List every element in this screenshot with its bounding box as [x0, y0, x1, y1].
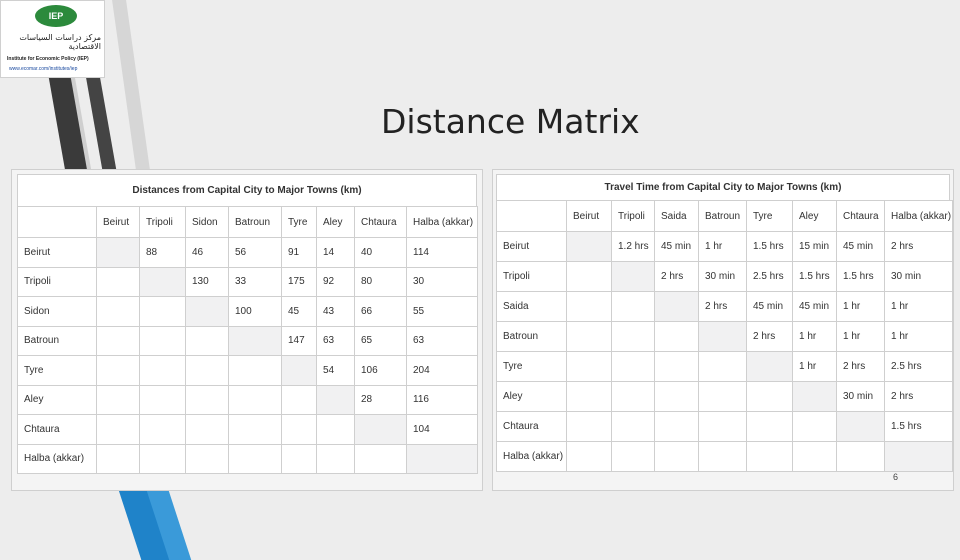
column-header: Aley	[317, 207, 355, 238]
table-cell	[229, 385, 282, 415]
table-row	[18, 238, 478, 268]
table-cell	[140, 415, 186, 445]
table-cell	[612, 352, 655, 382]
row-label: Tyre	[497, 352, 567, 382]
decorative-stripe	[112, 0, 150, 170]
table-cell: 100	[229, 297, 282, 327]
table-cell	[567, 382, 612, 412]
table-cell	[699, 442, 747, 472]
table-cell: 45 min	[747, 292, 793, 322]
column-header: Chtaura	[837, 201, 885, 232]
table-row	[497, 352, 953, 382]
row-label: Batroun	[18, 326, 97, 356]
column-header: Halba (akkar)	[407, 207, 478, 238]
table-cell	[793, 412, 837, 442]
table-cell: 30 min	[699, 262, 747, 292]
travel-time-table	[496, 200, 953, 472]
column-header: Tyre	[282, 207, 317, 238]
table-cell	[885, 442, 953, 472]
table-cell	[317, 444, 355, 474]
row-label: Saida	[497, 292, 567, 322]
row-label: Beirut	[497, 232, 567, 262]
table-cell	[229, 444, 282, 474]
table-cell: 63	[407, 326, 478, 356]
table-row	[18, 385, 478, 415]
table-cell: 33	[229, 267, 282, 297]
table-cell	[186, 356, 229, 386]
table-cell: 1 hr	[885, 322, 953, 352]
table-cell	[140, 297, 186, 327]
table-cell	[612, 382, 655, 412]
table-cell: 91	[282, 238, 317, 268]
table-cell	[567, 292, 612, 322]
column-header: Beirut	[97, 207, 140, 238]
table-cell	[655, 442, 699, 472]
table-cell: 2 hrs	[885, 232, 953, 262]
logo-arabic-name: مركز دراسات السياسات الاقتصادية	[19, 33, 101, 51]
table-cell	[97, 415, 140, 445]
table-cell	[186, 385, 229, 415]
table-row	[497, 232, 953, 262]
page-number: 6	[893, 472, 899, 482]
logo-english-name: Institute for Economic Policy (IEP)	[7, 56, 89, 62]
table-cell: 40	[355, 238, 407, 268]
table-cell	[655, 292, 699, 322]
table-cell	[747, 442, 793, 472]
table-row	[18, 297, 478, 327]
row-label: Tripoli	[497, 262, 567, 292]
table-cell: 66	[355, 297, 407, 327]
table-cell: 14	[317, 238, 355, 268]
table-cell: 54	[317, 356, 355, 386]
table-cell	[140, 444, 186, 474]
table-cell: 116	[407, 385, 478, 415]
table-cell: 45 min	[837, 232, 885, 262]
table-cell	[699, 382, 747, 412]
table-header-row	[497, 201, 953, 232]
column-header	[18, 207, 97, 238]
table-cell: 56	[229, 238, 282, 268]
column-header: Batroun	[229, 207, 282, 238]
distance-table-caption: Distances from Capital City to Major Towns (km)	[17, 174, 477, 206]
table-cell	[229, 326, 282, 356]
table-cell: 1.2 hrs	[612, 232, 655, 262]
table-cell	[699, 412, 747, 442]
table-cell: 45	[282, 297, 317, 327]
table-cell	[655, 322, 699, 352]
row-label: Chtaura	[18, 415, 97, 445]
table-cell: 1.5 hrs	[885, 412, 953, 442]
column-header: Tyre	[747, 201, 793, 232]
table-row	[497, 322, 953, 352]
table-cell: 55	[407, 297, 478, 327]
table-cell: 46	[186, 238, 229, 268]
table-cell	[229, 356, 282, 386]
table-cell: 130	[186, 267, 229, 297]
table-cell: 92	[317, 267, 355, 297]
table-cell: 45 min	[655, 232, 699, 262]
column-header: Sidon	[186, 207, 229, 238]
table-cell	[282, 415, 317, 445]
table-cell	[567, 352, 612, 382]
table-cell: 1 hr	[885, 292, 953, 322]
table-cell: 2 hrs	[655, 262, 699, 292]
table-cell	[793, 382, 837, 412]
column-header: Saida	[655, 201, 699, 232]
table-cell	[97, 238, 140, 268]
travel-time-panel	[492, 169, 954, 491]
table-cell	[699, 322, 747, 352]
logo-badge: IEP	[35, 5, 77, 27]
column-header: Tripoli	[140, 207, 186, 238]
table-cell	[186, 415, 229, 445]
table-cell	[97, 267, 140, 297]
row-label: Batroun	[497, 322, 567, 352]
table-cell: 28	[355, 385, 407, 415]
table-cell	[793, 442, 837, 472]
distance-table	[17, 206, 478, 474]
column-header: Batroun	[699, 201, 747, 232]
table-cell	[97, 356, 140, 386]
table-cell	[612, 262, 655, 292]
table-cell	[282, 356, 317, 386]
time-table-caption: Travel Time from Capital City to Major Towns (km)	[496, 174, 950, 200]
table-cell	[282, 444, 317, 474]
table-cell	[97, 385, 140, 415]
table-row	[18, 415, 478, 445]
distance-matrix-panel	[11, 169, 483, 491]
column-header: Chtaura	[355, 207, 407, 238]
table-cell: 1 hr	[793, 322, 837, 352]
table-cell	[97, 326, 140, 356]
table-cell	[837, 412, 885, 442]
table-cell: 2.5 hrs	[885, 352, 953, 382]
table-cell	[282, 385, 317, 415]
table-cell	[140, 356, 186, 386]
table-cell: 45 min	[793, 292, 837, 322]
table-cell	[407, 444, 478, 474]
table-cell	[612, 322, 655, 352]
table-cell: 15 min	[793, 232, 837, 262]
table-cell: 1 hr	[837, 292, 885, 322]
table-cell	[612, 412, 655, 442]
table-cell: 88	[140, 238, 186, 268]
table-cell	[140, 326, 186, 356]
table-cell: 114	[407, 238, 478, 268]
table-cell	[747, 382, 793, 412]
table-cell: 65	[355, 326, 407, 356]
table-row	[18, 267, 478, 297]
table-cell	[655, 382, 699, 412]
column-header: Beirut	[567, 201, 612, 232]
iep-logo	[0, 0, 105, 78]
column-header: Aley	[793, 201, 837, 232]
table-cell	[186, 326, 229, 356]
table-cell	[140, 267, 186, 297]
table-cell	[567, 262, 612, 292]
table-cell	[97, 297, 140, 327]
table-cell	[567, 442, 612, 472]
table-row	[18, 356, 478, 386]
table-cell: 147	[282, 326, 317, 356]
row-label: Halba (akkar)	[497, 442, 567, 472]
table-cell: 2 hrs	[699, 292, 747, 322]
table-cell: 106	[355, 356, 407, 386]
row-label: Aley	[497, 382, 567, 412]
table-cell	[317, 385, 355, 415]
table-cell	[97, 444, 140, 474]
table-cell	[567, 322, 612, 352]
table-cell	[229, 415, 282, 445]
table-row	[497, 382, 953, 412]
table-cell: 2 hrs	[747, 322, 793, 352]
table-cell: 63	[317, 326, 355, 356]
column-header: Tripoli	[612, 201, 655, 232]
slide-title: Distance Matrix	[381, 102, 640, 141]
table-cell: 2 hrs	[837, 352, 885, 382]
table-cell	[567, 232, 612, 262]
row-label: Tyre	[18, 356, 97, 386]
column-header: Halba (akkar)	[885, 201, 953, 232]
table-row	[497, 262, 953, 292]
table-cell: 80	[355, 267, 407, 297]
table-cell: 2 hrs	[885, 382, 953, 412]
table-cell	[655, 352, 699, 382]
table-cell: 30 min	[885, 262, 953, 292]
table-cell	[837, 442, 885, 472]
table-cell: 1 hr	[837, 322, 885, 352]
table-row	[497, 442, 953, 472]
table-cell	[140, 385, 186, 415]
table-cell	[355, 415, 407, 445]
table-cell: 1.5 hrs	[793, 262, 837, 292]
table-cell	[747, 412, 793, 442]
table-cell: 1.5 hrs	[837, 262, 885, 292]
table-cell	[612, 292, 655, 322]
table-cell	[355, 444, 407, 474]
table-row	[18, 444, 478, 474]
table-cell	[612, 442, 655, 472]
table-cell: 30 min	[837, 382, 885, 412]
logo-url: www.ecomar.com/institutes/iep	[9, 66, 78, 72]
table-cell	[747, 352, 793, 382]
row-label: Aley	[18, 385, 97, 415]
table-cell	[317, 415, 355, 445]
table-cell: 43	[317, 297, 355, 327]
table-cell	[567, 412, 612, 442]
table-cell: 1 hr	[793, 352, 837, 382]
table-cell	[186, 297, 229, 327]
table-cell: 104	[407, 415, 478, 445]
row-label: Sidon	[18, 297, 97, 327]
table-row	[497, 412, 953, 442]
table-cell: 2.5 hrs	[747, 262, 793, 292]
table-row	[18, 326, 478, 356]
table-cell: 175	[282, 267, 317, 297]
table-cell	[655, 412, 699, 442]
table-cell: 1 hr	[699, 232, 747, 262]
table-cell	[186, 444, 229, 474]
table-cell	[699, 352, 747, 382]
table-cell: 1.5 hrs	[747, 232, 793, 262]
row-label: Chtaura	[497, 412, 567, 442]
row-label: Tripoli	[18, 267, 97, 297]
column-header	[497, 201, 567, 232]
row-label: Beirut	[18, 238, 97, 268]
table-cell: 30	[407, 267, 478, 297]
table-row	[497, 292, 953, 322]
table-cell: 204	[407, 356, 478, 386]
row-label: Halba (akkar)	[18, 444, 97, 474]
table-header-row	[18, 207, 478, 238]
